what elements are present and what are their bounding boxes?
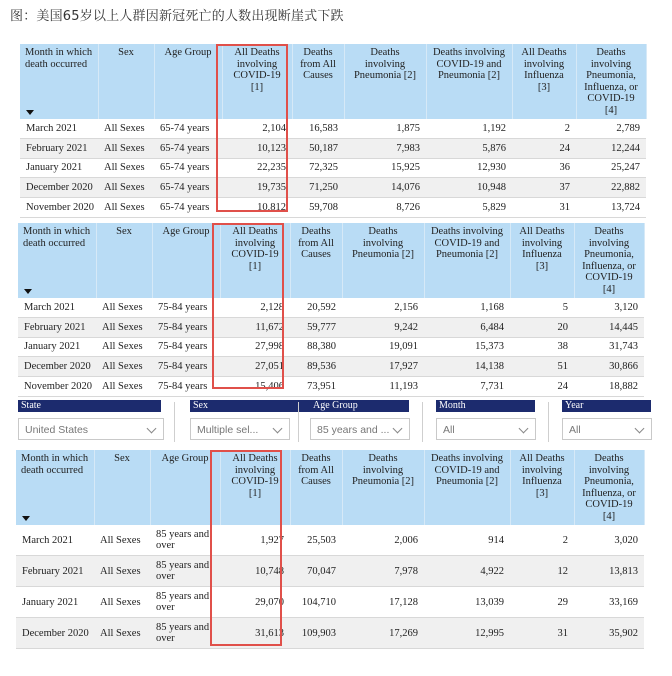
cell-influenza: 2 xyxy=(510,525,574,556)
cell-influenza: 37 xyxy=(512,178,576,198)
cell-pneumonia: 17,927 xyxy=(342,357,424,377)
cell-age-group: 75-84 years xyxy=(152,357,220,377)
cell-covid-deaths: 1,927 xyxy=(220,525,290,556)
cell-pneumonia: 15,925 xyxy=(344,158,426,178)
cell-pneumonia: 19,091 xyxy=(342,337,424,357)
month-dropdown[interactable] xyxy=(436,418,536,440)
col-header-pic[interactable]: Deaths involving Pneumonia, Influenza, or COVID-19 [4] xyxy=(574,450,644,525)
filter-label-state: State xyxy=(18,400,161,412)
cell-sex: All Sexes xyxy=(96,317,152,337)
cell-month: November 2020 xyxy=(18,377,96,397)
cell-sex: All Sexes xyxy=(96,357,152,377)
cell-covid-pneumonia: 15,373 xyxy=(424,337,510,357)
table-row xyxy=(20,198,646,218)
cell-all-causes: 89,536 xyxy=(290,357,342,377)
cell-sex: All Sexes xyxy=(94,618,150,649)
cell-age-group: 85 years and over xyxy=(150,587,220,618)
cell-influenza: 36 xyxy=(512,158,576,178)
cell-age-group: 75-84 years xyxy=(152,337,220,357)
cell-all-causes: 72,325 xyxy=(292,158,344,178)
col-header-pic[interactable]: Deaths involving Pneumonia, Influenza, or COVID-19 [4] xyxy=(574,223,644,298)
table-row xyxy=(20,158,646,178)
cell-covid-deaths: 29,070 xyxy=(220,587,290,618)
cell-all-causes: 70,047 xyxy=(290,556,342,587)
col-header-covid-pneumonia[interactable]: Deaths involving COVID-19 and Pneumonia [2] xyxy=(424,223,510,298)
cell-influenza: 51 xyxy=(510,357,574,377)
filter-bar xyxy=(14,400,654,446)
cell-age-group: 65-74 years xyxy=(154,138,222,158)
cell-covid-pneumonia: 6,484 xyxy=(424,317,510,337)
cell-month: March 2021 xyxy=(18,298,96,317)
cell-influenza: 20 xyxy=(510,317,574,337)
cell-all-causes: 25,503 xyxy=(290,525,342,556)
cell-pic: 2,789 xyxy=(576,119,646,138)
filter-label-year: Year xyxy=(562,400,651,412)
table-row xyxy=(18,317,644,337)
cell-influenza: 5 xyxy=(510,298,574,317)
cell-pic: 12,244 xyxy=(576,138,646,158)
cell-covid-deaths: 22,235 xyxy=(222,158,292,178)
cell-influenza: 12 xyxy=(510,556,574,587)
col-header-influenza[interactable]: All Deaths involving Influenza [3] xyxy=(512,44,576,119)
cell-age-group: 75-84 years xyxy=(152,377,220,397)
cell-covid-deaths: 27,998 xyxy=(220,337,290,357)
cell-pic: 33,169 xyxy=(574,587,644,618)
cell-influenza: 38 xyxy=(510,337,574,357)
cell-sex: All Sexes xyxy=(98,119,154,138)
cell-covid-deaths: 31,613 xyxy=(220,618,290,649)
cell-influenza: 24 xyxy=(510,377,574,397)
age-group-dropdown[interactable] xyxy=(310,418,410,440)
cell-age-group: 85 years and over xyxy=(150,618,220,649)
cell-age-group: 75-84 years xyxy=(152,317,220,337)
sort-arrow-icon[interactable] xyxy=(26,110,34,115)
cell-covid-pneumonia: 13,039 xyxy=(424,587,510,618)
col-header-age-group[interactable]: Age Group xyxy=(150,450,220,525)
age-group-value: 85 years and ... xyxy=(317,424,390,436)
cell-covid-deaths: 27,051 xyxy=(220,357,290,377)
col-header-pic[interactable]: Deaths involving Pneumonia, Influenza, or COVID-19 [4] xyxy=(576,44,646,119)
cell-pic: 13,813 xyxy=(574,556,644,587)
cell-pneumonia: 17,128 xyxy=(342,587,424,618)
table-row xyxy=(16,618,644,649)
cell-pic: 13,724 xyxy=(576,198,646,218)
cell-age-group: 65-74 years xyxy=(154,119,222,138)
cell-pneumonia: 11,193 xyxy=(342,377,424,397)
filter-sex xyxy=(190,400,290,446)
cell-pic: 22,882 xyxy=(576,178,646,198)
cell-pneumonia: 8,726 xyxy=(344,198,426,218)
cell-month: January 2021 xyxy=(16,587,94,618)
cell-pic: 14,445 xyxy=(574,317,644,337)
cell-sex: All Sexes xyxy=(98,178,154,198)
cell-covid-deaths: 11,672 xyxy=(220,317,290,337)
cell-covid-pneumonia: 5,876 xyxy=(426,138,512,158)
sort-arrow-icon[interactable] xyxy=(24,289,32,294)
cell-pneumonia: 1,875 xyxy=(344,119,426,138)
year-value: All xyxy=(569,424,581,436)
cell-month: November 2020 xyxy=(20,198,98,218)
col-header-month[interactable]: Month in which death occurred xyxy=(20,44,98,119)
cell-all-causes: 59,777 xyxy=(290,317,342,337)
cell-sex: All Sexes xyxy=(98,138,154,158)
table-row xyxy=(18,337,644,357)
cell-pic: 31,743 xyxy=(574,337,644,357)
table-row xyxy=(20,178,646,198)
cell-pic: 35,902 xyxy=(574,618,644,649)
col-header-sex[interactable]: Sex xyxy=(98,44,154,119)
cell-influenza: 2 xyxy=(512,119,576,138)
cell-month: December 2020 xyxy=(20,178,98,198)
cell-covid-deaths: 10,812 xyxy=(222,198,292,218)
cell-all-causes: 16,583 xyxy=(292,119,344,138)
cell-all-causes: 50,187 xyxy=(292,138,344,158)
filter-month xyxy=(436,400,536,446)
sort-arrow-icon[interactable] xyxy=(22,516,30,521)
cell-age-group: 75-84 years xyxy=(152,298,220,317)
cell-age-group: 65-74 years xyxy=(154,198,222,218)
month-value: All xyxy=(443,424,455,436)
col-header-influenza[interactable]: All Deaths involving Influenza [3] xyxy=(510,450,574,525)
col-header-influenza[interactable]: All Deaths involving Influenza [3] xyxy=(510,223,574,298)
figure-caption: 图：美国65岁以上人群因新冠死亡的人数出现断崖式下跌 xyxy=(10,9,344,24)
cell-influenza: 29 xyxy=(510,587,574,618)
col-header-covid-deaths[interactable]: All Deaths involving COVID-19 [1] xyxy=(220,223,290,298)
col-header-age-group[interactable]: Age Group xyxy=(152,223,220,298)
cell-sex: All Sexes xyxy=(98,158,154,178)
filter-label-month: Month xyxy=(436,400,535,412)
cell-sex: All Sexes xyxy=(96,377,152,397)
filter-divider xyxy=(298,402,299,442)
cell-pneumonia: 2,156 xyxy=(342,298,424,317)
state-dropdown[interactable] xyxy=(18,418,164,440)
col-header-pneumonia[interactable]: Deaths involving Pneumonia [2] xyxy=(342,450,424,525)
col-header-covid-deaths[interactable]: All Deaths involving COVID-19 [1] xyxy=(220,450,290,525)
year-dropdown[interactable] xyxy=(562,418,652,440)
filter-state xyxy=(18,400,164,446)
cell-pic: 3,120 xyxy=(574,298,644,317)
cell-covid-pneumonia: 7,731 xyxy=(424,377,510,397)
cell-covid-pneumonia: 12,930 xyxy=(426,158,512,178)
table-row xyxy=(20,138,646,158)
filter-divider xyxy=(422,402,423,442)
sex-dropdown[interactable] xyxy=(190,418,290,440)
cell-pneumonia: 2,006 xyxy=(342,525,424,556)
cell-sex: All Sexes xyxy=(96,298,152,317)
col-header-pneumonia[interactable]: Deaths involving Pneumonia [2] xyxy=(344,44,426,119)
deaths-table-85-plus xyxy=(16,450,645,649)
col-header-pneumonia[interactable]: Deaths involving Pneumonia [2] xyxy=(342,223,424,298)
cell-all-causes: 109,903 xyxy=(290,618,342,649)
cell-all-causes: 88,380 xyxy=(290,337,342,357)
cell-covid-pneumonia: 1,168 xyxy=(424,298,510,317)
cell-sex: All Sexes xyxy=(94,587,150,618)
cell-pic: 18,882 xyxy=(574,377,644,397)
col-header-sex[interactable]: Sex xyxy=(96,223,152,298)
cell-covid-pneumonia: 14,138 xyxy=(424,357,510,377)
cell-covid-pneumonia: 10,948 xyxy=(426,178,512,198)
col-header-covid-pneumonia[interactable]: Deaths involving COVID-19 and Pneumonia [2] xyxy=(426,44,512,119)
cell-age-group: 85 years and over xyxy=(150,525,220,556)
cell-covid-pneumonia: 4,922 xyxy=(424,556,510,587)
cell-pic: 25,247 xyxy=(576,158,646,178)
table-row xyxy=(18,357,644,377)
cell-all-causes: 73,951 xyxy=(290,377,342,397)
cell-pneumonia: 7,983 xyxy=(344,138,426,158)
cell-month: January 2021 xyxy=(18,337,96,357)
cell-sex: All Sexes xyxy=(96,337,152,357)
cell-covid-deaths: 2,104 xyxy=(222,119,292,138)
col-header-sex[interactable]: Sex xyxy=(94,450,150,525)
col-header-all-causes[interactable]: Deaths from All Causes xyxy=(290,223,342,298)
cell-pneumonia: 17,269 xyxy=(342,618,424,649)
cell-influenza: 31 xyxy=(512,198,576,218)
deaths-table-65-74 xyxy=(20,44,647,218)
deaths-table-75-84 xyxy=(18,223,645,397)
chevron-down-icon xyxy=(147,424,157,434)
cell-pneumonia: 14,076 xyxy=(344,178,426,198)
filter-year xyxy=(562,400,652,446)
col-header-month[interactable]: Month in which death occurred xyxy=(16,450,94,525)
cell-month: March 2021 xyxy=(20,119,98,138)
cell-month: February 2021 xyxy=(20,138,98,158)
table-row xyxy=(18,298,644,317)
col-header-all-causes[interactable]: Deaths from All Causes xyxy=(290,450,342,525)
col-header-month[interactable]: Month in which death occurred xyxy=(18,223,96,298)
cell-all-causes: 71,250 xyxy=(292,178,344,198)
cell-influenza: 31 xyxy=(510,618,574,649)
cell-covid-pneumonia: 1,192 xyxy=(426,119,512,138)
cell-influenza: 24 xyxy=(512,138,576,158)
table-row xyxy=(18,377,644,397)
cell-month: February 2021 xyxy=(18,317,96,337)
chevron-down-icon xyxy=(635,424,645,434)
cell-pic: 3,020 xyxy=(574,525,644,556)
cell-month: March 2021 xyxy=(16,525,94,556)
cell-all-causes: 59,708 xyxy=(292,198,344,218)
col-header-age-group[interactable]: Age Group xyxy=(154,44,222,119)
cell-all-causes: 20,592 xyxy=(290,298,342,317)
cell-covid-deaths: 2,128 xyxy=(220,298,290,317)
filter-divider xyxy=(548,402,549,442)
cell-sex: All Sexes xyxy=(94,556,150,587)
cell-month: December 2020 xyxy=(18,357,96,377)
col-header-covid-deaths[interactable]: All Deaths involving COVID-19 [1] xyxy=(222,44,292,119)
cell-month: January 2021 xyxy=(20,158,98,178)
cell-sex: All Sexes xyxy=(98,198,154,218)
filter-label-sex: Sex xyxy=(190,400,323,412)
cell-age-group: 85 years and over xyxy=(150,556,220,587)
cell-covid-deaths: 10,123 xyxy=(222,138,292,158)
col-header-all-causes[interactable]: Deaths from All Causes xyxy=(292,44,344,119)
cell-covid-pneumonia: 914 xyxy=(424,525,510,556)
cell-month: December 2020 xyxy=(16,618,94,649)
cell-age-group: 65-74 years xyxy=(154,158,222,178)
table-row xyxy=(20,119,646,138)
chevron-down-icon xyxy=(393,424,403,434)
cell-covid-deaths: 10,748 xyxy=(220,556,290,587)
filter-label-age-group: Age Group xyxy=(310,400,409,412)
chevron-down-icon xyxy=(273,424,283,434)
table-row xyxy=(16,587,644,618)
cell-covid-pneumonia: 12,995 xyxy=(424,618,510,649)
cell-month: February 2021 xyxy=(16,556,94,587)
table-row xyxy=(16,525,644,556)
cell-covid-deaths: 19,735 xyxy=(222,178,292,198)
filter-divider xyxy=(174,402,175,442)
cell-pneumonia: 7,978 xyxy=(342,556,424,587)
table-row xyxy=(16,556,644,587)
state-value: United States xyxy=(25,424,89,436)
cell-pneumonia: 9,242 xyxy=(342,317,424,337)
sex-value: Multiple sel... xyxy=(197,424,259,436)
chevron-down-icon xyxy=(519,424,529,434)
cell-covid-pneumonia: 5,829 xyxy=(426,198,512,218)
filter-age-group xyxy=(310,400,410,446)
cell-sex: All Sexes xyxy=(94,525,150,556)
cell-age-group: 65-74 years xyxy=(154,178,222,198)
cell-all-causes: 104,710 xyxy=(290,587,342,618)
col-header-covid-pneumonia[interactable]: Deaths involving COVID-19 and Pneumonia [2] xyxy=(424,450,510,525)
cell-covid-deaths: 15,406 xyxy=(220,377,290,397)
cell-pic: 30,866 xyxy=(574,357,644,377)
